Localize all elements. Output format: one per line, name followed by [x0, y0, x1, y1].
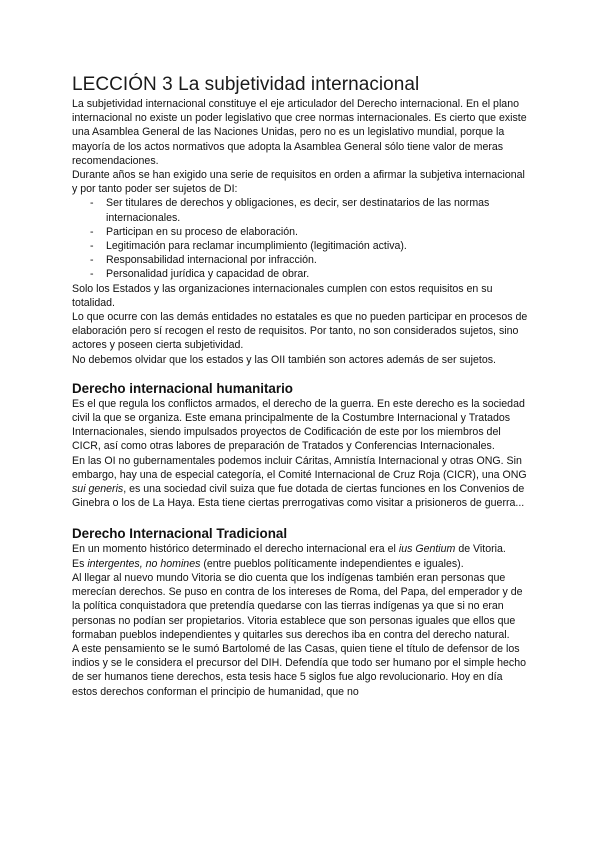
- list-item: [72, 267, 528, 281]
- list-item: [72, 239, 528, 253]
- traditional-paragraph-2: [72, 557, 528, 571]
- dash-bullet: -: [90, 254, 94, 267]
- list-item: [72, 253, 528, 267]
- humanitarian-p2-italic: sui generis: [72, 483, 124, 496]
- traditional-p2-a: Es: [72, 557, 88, 570]
- intro-paragraph-1: La subjetividad internacional constituye el eje articulador del Derecho internacional. En el plano internacional no existe un poder legislativo que cree normas internacionales. Es cierto que existe una Asamblea General de las Naciones Unidas, pero no es un legislativo mundial, porque la mayoría de los actos normativos que adopta la Asamblea General sólo tiene valor de meras recomendaciones.: [72, 98, 527, 167]
- humanitarian-paragraph-1: Es el que regula los conflictos armados, el derecho de la guerra. En este derecho es la sociedad civil la que se organiza. Este emana principalmente de la Costumbre Internacional y Tratados Internacionales, siendo impulsados proyectos de Codificación de este por los miembros del CICR, así como otras labores de preparación de Tratados y Conferencias Internacionales.: [72, 397, 525, 453]
- list-item-text: Personalidad jurídica y capacidad de obrar.: [106, 268, 310, 281]
- traditional-paragraph-4: A este pensamiento se le sumó Bartolomé de las Casas, quien tiene el título de defensor de los indios y se le considera el precursor del DIH. Defendía que todo ser humano por el simple hecho de ser humanos tiene derechos, esta tesis hace 5 siglos fue algo revolucionario. Hoy en día estos derechos conforman el principio de humanidad, que no: [72, 642, 527, 698]
- list-item-text: Legitimación para reclamar incumplimiento (legitimación activa).: [106, 240, 407, 253]
- list-item: [72, 196, 528, 224]
- document-body: [72, 74, 528, 699]
- intro-paragraph-4: Lo que ocurre con las demás entidades no estatales es que no pueden participar en procesos de elaboración pero sí recogen el resto de requisitos. Por tanto, no son considerados sujetos, sino actores y poseen cierta subjetividad.: [72, 311, 528, 352]
- dash-bullet: -: [90, 240, 94, 253]
- intro-paragraph-5: No debemos olvidar que los estados y las OII también son actores además de ser sujetos.: [72, 353, 496, 366]
- list-item-text: Ser titulares de derechos y obligaciones, es decir, ser destinatarios de las normas internacionales.: [106, 197, 490, 224]
- traditional-paragraph-3: Al llegar al nuevo mundo Vitoria se dio cuenta que los indígenas también eran personas que merecían derechos. Se puso en contra de los intereses de Roma, del Papa, del emperador y de la política conquistadora que pretendía quedarse con las tierras indígenas ya que si no eran personas no podían ser propietarios. Vitoria establece que son personas iguales que ellos que formaban pueblos independientes y quitarles sus derechos iba en contra del derecho natural.: [72, 571, 523, 641]
- intro-paragraph-2: Durante años se han exigido una serie de requisitos en orden a afirmar la subjetiva internacional y por tanto poder ser sujetos de DI:: [72, 169, 525, 196]
- humanitarian-p2-rest: , es una sociedad civil suiza que fue dotada de ciertas funciones en los Convenios de Ginebra o los de La Haya. Esta tiene ciertas prerrogativas como visitar a prisioneros de guerra...: [72, 483, 525, 510]
- section-heading-traditional: Derecho Internacional Tradicional: [72, 526, 288, 542]
- traditional-p1-italic: ius Gentium: [398, 543, 456, 556]
- page-title: LECCIÓN 3 La subjetividad internacional: [72, 74, 420, 95]
- list-item-text: Participan en su proceso de elaboración.: [106, 225, 298, 238]
- dash-bullet: -: [90, 268, 94, 281]
- list-item: [72, 225, 528, 239]
- traditional-paragraph-1: [72, 542, 528, 556]
- traditional-p1-a: En un momento histórico determinado el derecho internacional era el: [72, 543, 399, 556]
- list-item-text: Responsabilidad internacional por infracción.: [106, 254, 317, 267]
- humanitarian-p2-text: En las OI no gubernamentales podemos incluir Cáritas, Amnistía Internacional y otras ONG. Sin embargo, hay una de especial categoría, el Comité Internacional de Cruz Roja (CICR), una ONG: [72, 454, 527, 481]
- humanitarian-paragraph-2: [72, 454, 528, 511]
- traditional-p2-italic: intergentes, no homines: [87, 557, 201, 570]
- traditional-p1-b: de Vitoria.: [455, 543, 506, 556]
- traditional-p2-b: (entre pueblos políticamente independientes e iguales).: [200, 557, 464, 570]
- intro-paragraph-3: Solo los Estados y las organizaciones internacionales cumplen con estos requisitos en su totalidad.: [72, 282, 493, 309]
- dash-bullet: -: [90, 225, 94, 238]
- dash-bullet: -: [90, 197, 94, 210]
- section-heading-humanitarian: Derecho internacional humanitario: [72, 380, 293, 396]
- requirements-list: [72, 196, 528, 281]
